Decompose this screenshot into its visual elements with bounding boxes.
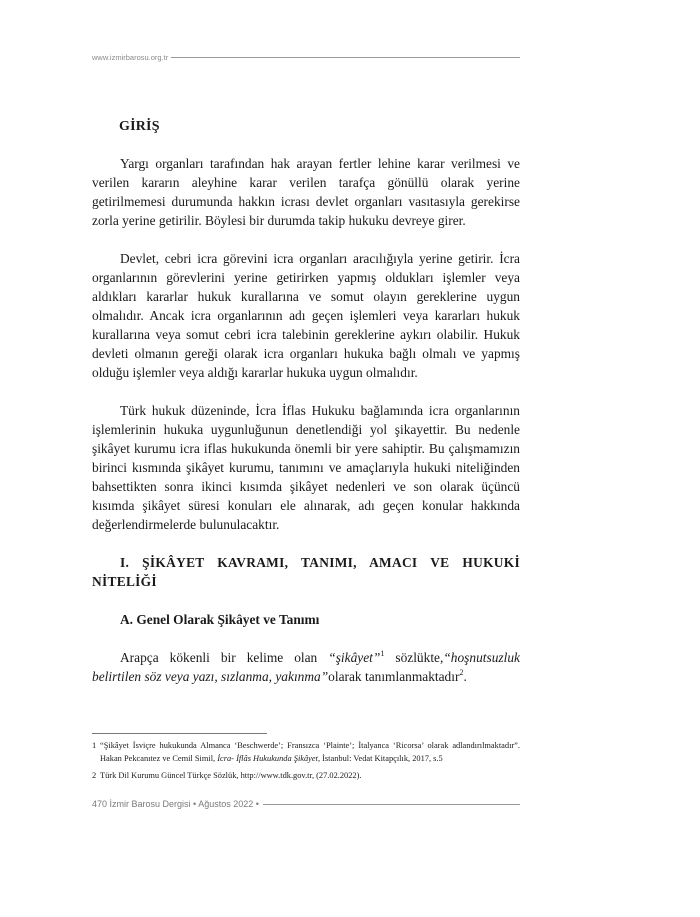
para-mid: sözlükte, [384, 650, 444, 665]
intro-paragraph-1: Yargı organları tarafından hak arayan fertler lehine karar verilmesi ve verilen kararın aleyhine karar verilen tarafça gönüllü olarak yerine getirilmemesi durumunda hakkın icrası devlet organları vasıtasıyla gerekirse zorla yerine getirilir. Böylesi bir durumda takip hukuku devreye girer. [92, 156, 520, 228]
footnote-1-book-title: İcra- İflâs Hukukunda Şikâyet [217, 754, 318, 763]
page-header [92, 53, 520, 62]
footnote-text [100, 739, 520, 765]
footnote-2 [92, 769, 520, 782]
para-end: olarak tanımlanmaktadır [328, 669, 460, 684]
intro-paragraph-2: Devlet, cebri icra görevini icra organları aracılığıyla yerine getirir. İcra organlarının görevlerini yerine getirirken yapmış oldukları işlemler veya aldıkları kararlar hukuk kurallarına ve somut olayın gereklerine uygun olmalıdır. Ancak icra organlarının adı geçen işlemleri veya kararları hukuk kurallarına veya somut cebri icra talebinin gereklerine aykırı olabilir. Hukuk devleti olmanın gereği olarak icra organları hukuka bağlı olmalı ve yapmış olduğu işlemler veya aldığı kararlar hukuka uygun olmalıdır. [92, 251, 520, 380]
page-footer [92, 799, 520, 809]
main-content [92, 119, 520, 686]
footnote-ref-1[interactable]: 1 [380, 648, 385, 658]
subsection-title: A. Genel Olarak Şikâyet ve Tanımı [120, 612, 320, 627]
site-url[interactable]: www.izmirbarosu.org.tr [92, 53, 169, 62]
para-close: . [463, 669, 467, 684]
definition-text: “hoşnutsuzluk belirtilen söz veya yazı, sızlanma, yakınma” [92, 650, 520, 684]
header-rule [171, 57, 520, 58]
footnote-ref-2[interactable]: 2 [459, 667, 464, 677]
footnote-number: 2 [92, 770, 97, 780]
footnote-1-text-a: “Şikâyet İsviçre hukukunda Almanca ‘Beschwerde’; Fransızca ‘Plainte’; İtalyanca ‘Ricorsa’ olarak adlandırılmaktadır”. Hakan Pekcanıtez ve Cemil Simil, [100, 741, 520, 763]
footnotes [92, 739, 520, 786]
footnote-text: Türk Dil Kurumu Güncel Türkçe Sözlük, http://www.tdk.gov.tr, (27.02.2022). [100, 771, 362, 780]
section-paragraph [92, 648, 520, 686]
footnote-rule [92, 733, 267, 734]
para-start: Arapça kökenli bir kelime olan [120, 650, 318, 665]
intro-paragraph-3: Türk hukuk düzeninde, İcra İflas Hukuku bağlamında icra organlarının işlemlerinin hukuka uygunluğunun denetlendiği yol şikayettir. Bu nedenle şikâyet kurumu icra iflas hukukunda önemli bir yere sahiptir. Bu çalışmamızın birinci kısmında şikâyet kurumu, tanımını ve amaçlarıyla hukuki niteliğinden bahsettikten sonra ikinci kısımda şikâyet nedenleri ve son olarak üçüncü kısımda şikâyet süresi konuları ele alınarak, adı geçen konular hakkında değerlendirmelerde bulunulacaktır. [92, 403, 520, 532]
footnote-1 [92, 739, 520, 765]
section-title: I. ŞİKÂYET KAVRAMI, TANIMI, AMACI VE HUKUKİ NİTELİĞİ [92, 555, 520, 589]
footer-rule [263, 804, 520, 805]
intro-heading: GİRİŞ [119, 119, 160, 134]
footnote-1-text-b: , İstanbul: Vedat Kitapçılık, 2017, s.5 [317, 754, 443, 763]
footer-text: 470 İzmir Barosu Dergisi • Ağustos 2022 • [92, 799, 259, 809]
term-sikayet: “şikâyet” [328, 650, 381, 665]
footnote-number: 1 [92, 740, 97, 750]
